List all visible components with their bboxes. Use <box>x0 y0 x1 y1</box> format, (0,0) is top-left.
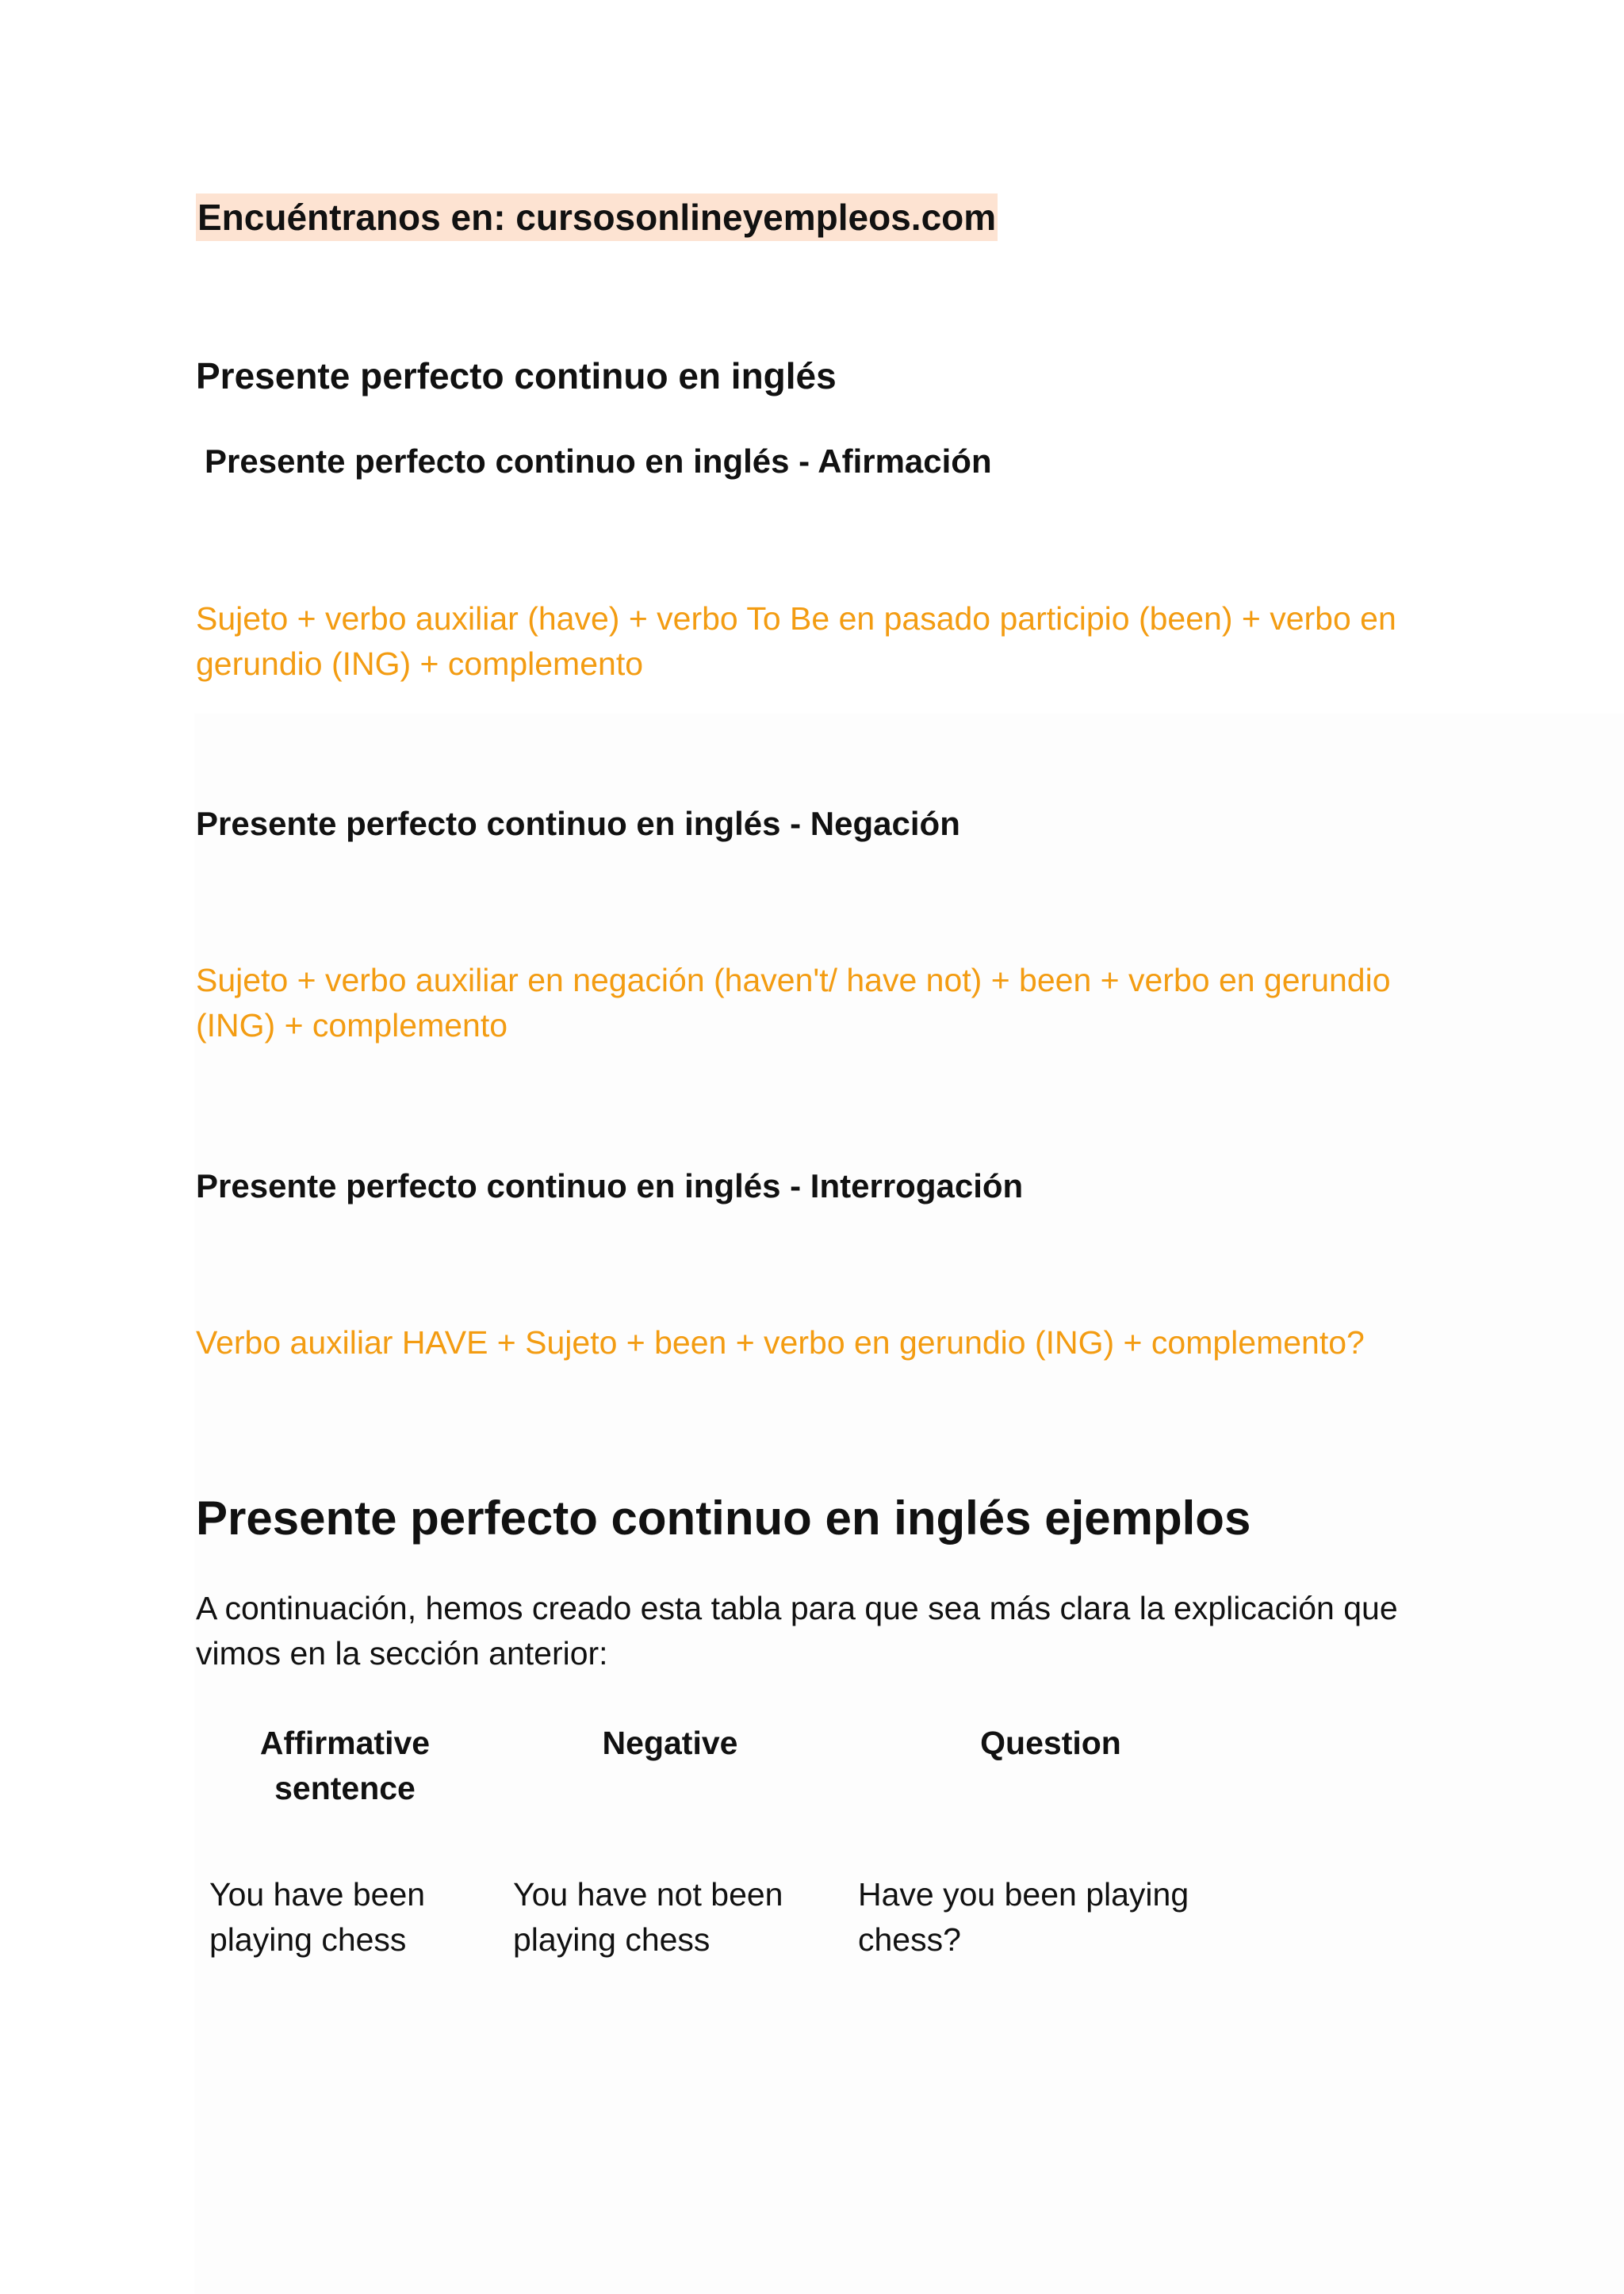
negation-heading: Presente perfecto continuo en inglés - Negación <box>196 805 960 842</box>
table-header-question: Question <box>980 1725 1121 1761</box>
negation-formula: Sujeto + verbo auxiliar en negación (haven't/ have not) + been + verbo en gerundio (ING) + complemento <box>196 962 1391 1044</box>
affirmation-formula: Sujeto + verbo auxiliar (have) + verbo To Be en pasado participio (been) + verbo en gerundio (ING) + complemento <box>196 600 1396 682</box>
table-header-negative: Negative <box>602 1725 738 1761</box>
website-banner: Encuéntranos en: cursosonlineyempleos.com <box>196 193 998 241</box>
affirmation-heading: Presente perfecto continuo en inglés - Afirmación <box>205 442 992 480</box>
table-cell-negative: You have not been playing chess <box>513 1876 783 1958</box>
section-title: Presente perfecto continuo en inglés <box>196 355 837 396</box>
table-cell-affirmative: You have been playing chess <box>209 1876 426 1958</box>
table-header-affirmative: Affirmative sentence <box>259 1725 431 1806</box>
examples-title: Presente perfecto continuo en inglés ejemplos <box>196 1492 1251 1545</box>
examples-intro: A continuación, hemos creado esta tabla para que sea más clara la explicación que vimos en la sección anterior: <box>196 1590 1398 1672</box>
table-cell-question: Have you been playing chess? <box>858 1876 1189 1958</box>
interrogation-formula: Verbo auxiliar HAVE + Sujeto + been + verbo en gerundio (ING) + complemento? <box>196 1324 1365 1361</box>
interrogation-heading: Presente perfecto continuo en inglés - Interrogación <box>196 1167 1024 1204</box>
